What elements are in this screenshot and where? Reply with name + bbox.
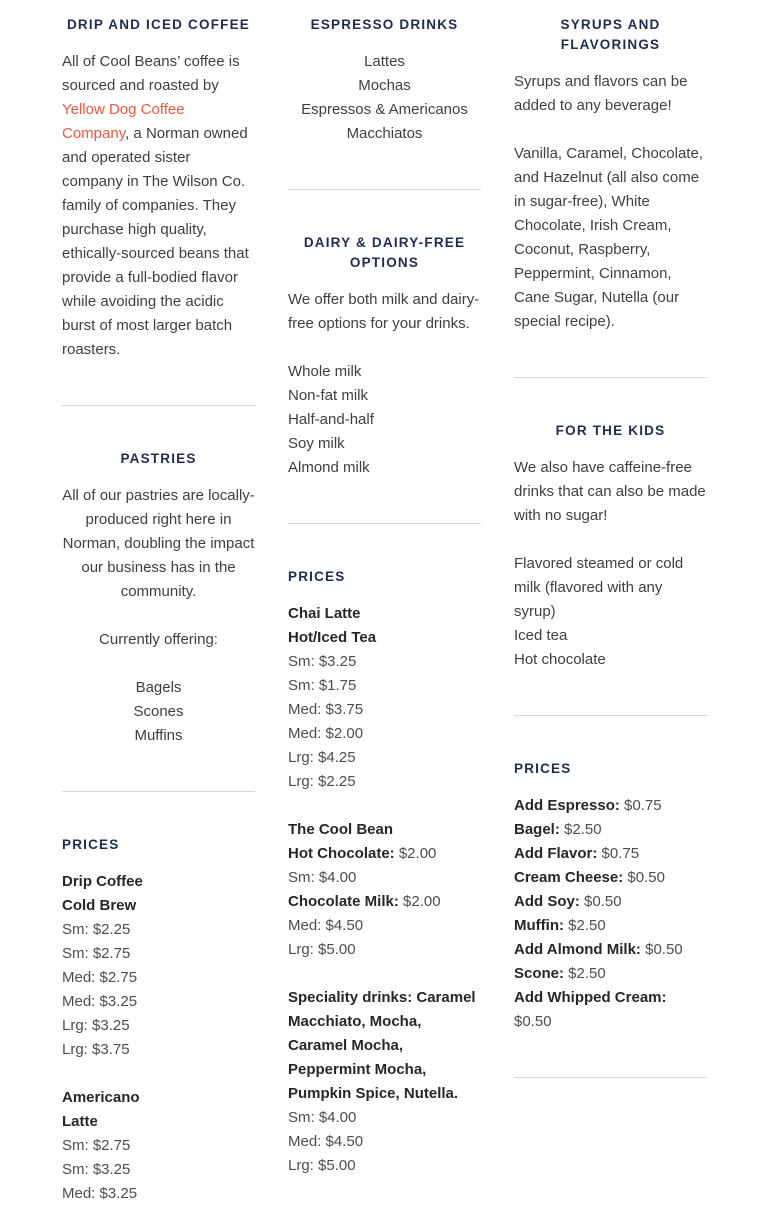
divider: [514, 715, 707, 716]
price-item-name: Hot Chocolate:: [288, 845, 395, 862]
price-line: Lrg: $2.25: [288, 773, 356, 790]
price-value: Med: $4.50: [288, 917, 364, 934]
price-line: [288, 890, 481, 914]
price-line: [514, 986, 707, 1034]
section-heading-dairy-options: DAIRY & DAIRY-FREE OPTIONS: [303, 235, 466, 270]
price-value: $0.75: [597, 845, 640, 862]
price-value: $0.50: [514, 1013, 552, 1030]
section-heading-drink-prices: PRICES: [288, 569, 346, 584]
price-line: [288, 938, 481, 962]
price-value: $2.00: [394, 845, 437, 862]
price-line: [288, 914, 481, 938]
price-value: $0.75: [619, 797, 662, 814]
price-line: [288, 866, 481, 890]
price-item-name: The Cool Bean: [288, 821, 394, 838]
price-item-name: Latte: [62, 1113, 98, 1130]
price-line: Med: $3.75: [288, 701, 364, 718]
price-line: [288, 818, 481, 842]
price-line: [514, 818, 707, 842]
price-item-name: Add Whipped Cream:: [514, 989, 667, 1006]
price-item-name: Cold Brew: [62, 897, 137, 914]
list-item: Soy milk: [288, 435, 345, 452]
pastries-list: [62, 676, 255, 748]
price-item-name: Add Almond Milk:: [514, 941, 641, 958]
list-item: Mochas: [358, 77, 411, 94]
price-line: Sm: $2.75: [62, 1137, 131, 1154]
price-value: $0.50: [623, 869, 665, 886]
price-group-chai-tea: [288, 602, 481, 794]
section-heading-syrups-flavorings: SYRUPS AND FLAVORINGS: [560, 17, 661, 52]
price-item-name: Cream Cheese:: [514, 869, 624, 886]
espresso-list: [288, 50, 481, 146]
price-line: [514, 914, 707, 938]
dairy-body: We offer both milk and dairy-free options for your drinks.: [288, 291, 480, 332]
price-item-name: Drip Coffee: [62, 873, 143, 890]
price-line: [514, 938, 707, 962]
divider: [288, 189, 481, 190]
divider: [62, 405, 255, 406]
section-heading-espresso-drinks: ESPRESSO DRINKS: [310, 17, 459, 32]
price-group-addons: [514, 794, 707, 1034]
price-value: $2.00: [398, 893, 441, 910]
section-heading-for-the-kids: FOR THE KIDS: [555, 423, 666, 438]
price-item-name: Add Espresso:: [514, 797, 620, 814]
price-line: Med: $4.50: [288, 1133, 364, 1150]
price-line: [514, 794, 707, 818]
column-syrups: [514, 15, 707, 1206]
list-item: Hot chocolate: [514, 651, 606, 668]
list-item: Scones: [133, 703, 184, 720]
price-value: $0.50: [579, 893, 622, 910]
list-item: Non-fat milk: [288, 387, 369, 404]
price-line: Lrg: $3.25: [62, 1017, 130, 1034]
price-item-name: Americano: [62, 1089, 140, 1106]
section-heading-addon-prices: PRICES: [514, 761, 572, 776]
price-group-coolbean-hotchocolate: [288, 818, 481, 962]
list-item: Almond milk: [288, 459, 370, 476]
kids-body: We also have caffeine-free drinks that can also be made with no sugar!: [514, 459, 706, 524]
price-group-drip-coldbrew: [62, 870, 255, 1062]
coffee-intro-paragraph: [62, 50, 255, 362]
list-item: Espressos & Americanos: [301, 101, 468, 118]
price-line: [514, 962, 707, 986]
kids-list: [514, 552, 707, 672]
price-line: [514, 842, 707, 866]
price-item-name: Add Soy:: [514, 893, 580, 910]
price-line: Sm: $3.25: [288, 653, 357, 670]
speciality-drinks-intro: Speciality drinks: Caramel Macchiato, Mocha, Caramel Mocha, Peppermint Mocha, Pumpkin Spice, Nutella.: [288, 989, 476, 1102]
price-line: Sm: $2.75: [62, 945, 131, 962]
syrups-body-1: Syrups and flavors can be added to any beverage!: [514, 73, 688, 114]
price-value: $2.50: [559, 821, 602, 838]
price-group-speciality-drinks: [288, 986, 481, 1178]
price-line: Med: $3.25: [62, 1185, 138, 1202]
list-item: Bagels: [135, 679, 182, 696]
coffee-intro-pre: All of Cool Beans’ coffee is sourced and roasted by: [62, 53, 240, 94]
price-item-name: Hot/Iced Tea: [288, 629, 377, 646]
list-item: Whole milk: [288, 363, 362, 380]
column-espresso: [288, 15, 481, 1206]
price-item-name: Chocolate Milk:: [288, 893, 399, 910]
price-line: Sm: $2.25: [62, 921, 131, 938]
price-line: Med: $2.75: [62, 969, 138, 986]
price-item-name: Scone:: [514, 965, 565, 982]
price-value: Sm: $4.00: [288, 869, 357, 886]
divider: [62, 791, 255, 792]
divider: [288, 523, 481, 524]
pastries-offering-label: Currently offering:: [99, 631, 218, 648]
syrups-body-2: Vanilla, Caramel, Chocolate, and Hazelnut (all also come in sugar-free), White Chocolate, Irish Cream, Coconut, Raspberry, Peppermint, Cinnamon, Cane Sugar, Nutella (our special recipe).: [514, 145, 703, 330]
price-group-americano-latte: [62, 1086, 255, 1206]
coffee-intro-post: , a Norman owned and operated sister company in The Wilson Co. family of companies. They purchase high quality, ethically-sourced beans that provide a full-bodied flavor while avoiding the acidic burst of most larger batch roasters.: [62, 125, 249, 358]
price-item-name: Add Flavor:: [514, 845, 598, 862]
section-heading-coffee-prices: PRICES: [62, 837, 120, 852]
price-line: Med: $2.00: [288, 725, 364, 742]
price-item-name: Muffin:: [514, 917, 564, 934]
divider: [514, 1077, 707, 1078]
list-item: Half-and-half: [288, 411, 374, 428]
price-line: Lrg: $4.25: [288, 749, 356, 766]
milk-list: [288, 360, 481, 480]
column-drip-coffee: [62, 15, 255, 1206]
price-line: Sm: $3.25: [62, 1161, 131, 1178]
list-item: Muffins: [134, 727, 183, 744]
price-item-name: Bagel:: [514, 821, 560, 838]
price-line: [288, 842, 481, 866]
section-heading-pastries: PASTRIES: [120, 451, 197, 466]
price-line: [514, 866, 707, 890]
divider: [514, 377, 707, 378]
price-line: Lrg: $3.75: [62, 1041, 130, 1058]
price-item-name: Chai Latte: [288, 605, 361, 622]
list-item: Lattes: [364, 53, 405, 70]
list-item: Iced tea: [514, 627, 568, 644]
price-line: Sm: $4.00: [288, 1109, 357, 1126]
price-value: $0.50: [640, 941, 683, 958]
price-value: Lrg: $5.00: [288, 941, 356, 958]
list-item: Macchiatos: [346, 125, 423, 142]
price-line: [514, 890, 707, 914]
pastries-body: All of our pastries are locally-produced right here in Norman, doubling the impact our business has in the community.: [62, 487, 255, 600]
price-value: $2.50: [564, 965, 606, 982]
price-line: Sm: $1.75: [288, 677, 357, 694]
price-line: Med: $3.25: [62, 993, 138, 1010]
section-heading-drip-iced-coffee: DRIP AND ICED COFFEE: [66, 17, 250, 32]
price-line: Lrg: $5.00: [288, 1157, 356, 1174]
yellow-dog-coffee-link[interactable]: Yellow Dog Coffee Company: [62, 101, 185, 142]
list-item: Flavored steamed or cold milk (flavored with any syrup): [514, 555, 684, 620]
price-value: $2.50: [563, 917, 606, 934]
